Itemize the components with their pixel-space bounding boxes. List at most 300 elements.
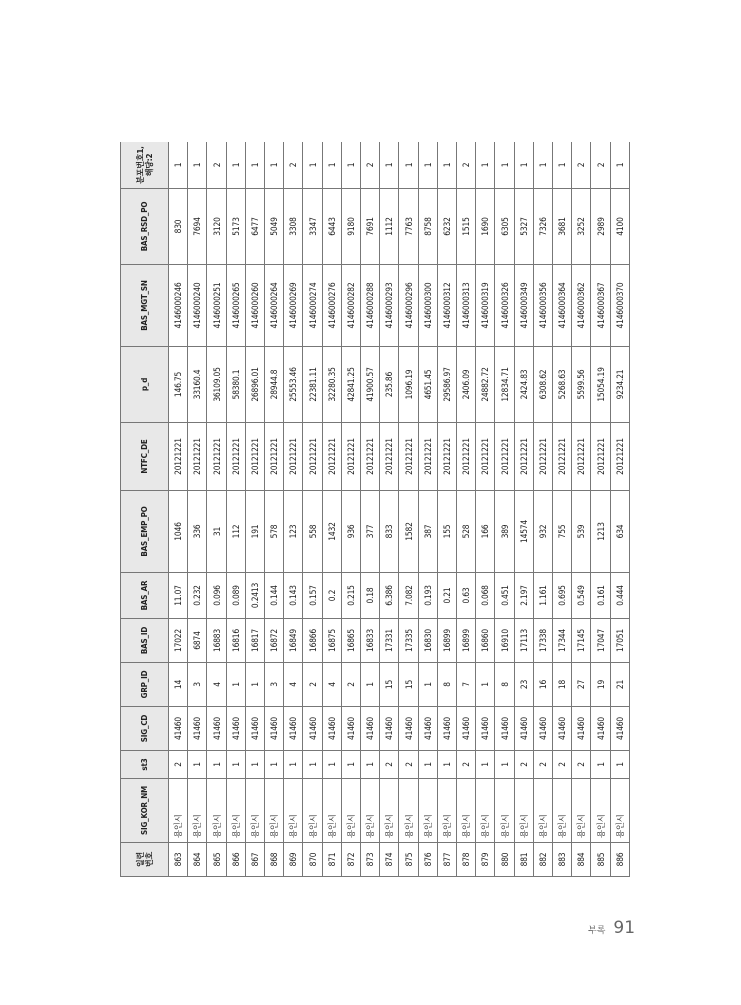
table-cell: 1	[226, 751, 245, 779]
appendix-label: 부록	[588, 926, 606, 936]
column-header: p_d	[121, 347, 169, 423]
table-cell: 20121221	[553, 423, 572, 491]
table-cell: 41460	[418, 707, 437, 751]
table-cell: 41460	[284, 707, 303, 751]
table-row	[380, 142, 399, 877]
table-cell: 16875	[322, 619, 341, 663]
table-cell: 17338	[533, 619, 552, 663]
table-cell: 1	[226, 663, 245, 707]
table-cell: 2	[457, 142, 476, 189]
table-cell: 20121221	[591, 423, 610, 491]
table-cell: 874	[380, 843, 399, 877]
table-cell: 17022	[169, 619, 188, 663]
table-cell: 32280.35	[322, 347, 341, 423]
table-cell: 2	[457, 751, 476, 779]
table-cell: 16883	[207, 619, 226, 663]
table-cell: 1	[265, 142, 284, 189]
table-cell: 41900.57	[361, 347, 380, 423]
table-cell: 5327	[514, 189, 533, 265]
table-cell: 878	[457, 843, 476, 877]
table-cell: 336	[188, 491, 207, 573]
table-cell: 1515	[457, 189, 476, 265]
table-cell: 833	[380, 491, 399, 573]
table-cell: 4146000356	[533, 265, 552, 347]
table-cell: 41460	[169, 707, 188, 751]
table-cell: 16899	[437, 619, 456, 663]
table-cell: 884	[572, 843, 591, 877]
table-cell: 6232	[437, 189, 456, 265]
table-cell: 41460	[207, 707, 226, 751]
table-row	[169, 142, 188, 877]
table-cell: 528	[457, 491, 476, 573]
column-header: 분포번호1, 해당:2	[121, 142, 169, 189]
table-cell: 16817	[245, 619, 264, 663]
table-cell: 1	[245, 751, 264, 779]
table-cell: 용인시	[380, 779, 399, 843]
table-cell: 865	[207, 843, 226, 877]
table-cell: 1	[303, 142, 322, 189]
table-cell: 41460	[303, 707, 322, 751]
table-cell: 5268.63	[553, 347, 572, 423]
table-cell: 29586.97	[437, 347, 456, 423]
table-cell: 2	[553, 751, 572, 779]
table-cell: 16833	[361, 619, 380, 663]
table-row	[610, 142, 629, 877]
table-cell: 2	[533, 751, 552, 779]
table-cell: 용인시	[169, 779, 188, 843]
table-cell: 863	[169, 843, 188, 877]
table-cell: 9180	[341, 189, 360, 265]
table-cell: 9234.21	[610, 347, 629, 423]
table-cell: 867	[245, 843, 264, 877]
table-cell: 1.161	[533, 573, 552, 619]
table-cell: 1	[188, 751, 207, 779]
table-cell: 830	[169, 189, 188, 265]
column-header: SIG_KOR_NM	[121, 779, 169, 843]
table-row	[572, 142, 591, 877]
table-cell: 용인시	[514, 779, 533, 843]
table-cell: 41460	[591, 707, 610, 751]
table-cell: 869	[284, 843, 303, 877]
table-cell: 1	[514, 142, 533, 189]
table-cell: 7691	[361, 189, 380, 265]
table-cell: 16816	[226, 619, 245, 663]
table-cell: 2406.09	[457, 347, 476, 423]
table-cell: 2	[591, 142, 610, 189]
table-cell: 4651.45	[418, 347, 437, 423]
table-cell: 20121221	[514, 423, 533, 491]
table-cell: 879	[476, 843, 495, 877]
table-cell: 16	[533, 663, 552, 707]
table-cell: 8758	[418, 189, 437, 265]
rotated-table-container	[120, 142, 630, 877]
table-cell: 1	[418, 663, 437, 707]
table-cell: 1	[437, 751, 456, 779]
table-cell: 용인시	[399, 779, 418, 843]
table-cell: 936	[341, 491, 360, 573]
table-cell: 용인시	[226, 779, 245, 843]
table-cell: 41460	[226, 707, 245, 751]
table-cell: 1	[610, 751, 629, 779]
table-cell: 7763	[399, 189, 418, 265]
table-cell: 용인시	[207, 779, 226, 843]
table-cell: 2	[169, 751, 188, 779]
page-number: 91	[613, 918, 636, 938]
table-cell: 2	[303, 663, 322, 707]
table-cell: 4	[207, 663, 226, 707]
table-cell: 33160.4	[188, 347, 207, 423]
table-cell: 4146000265	[226, 265, 245, 347]
table-row	[591, 142, 610, 877]
table-cell: 1	[341, 142, 360, 189]
table-cell: 0.21	[437, 573, 456, 619]
column-header: BAS_EMP_PO	[121, 491, 169, 573]
table-cell: 932	[533, 491, 552, 573]
table-cell: 5049	[265, 189, 284, 265]
table-cell: 875	[399, 843, 418, 877]
table-cell: 16860	[476, 619, 495, 663]
table-cell: 20121221	[457, 423, 476, 491]
table-cell: 0.444	[610, 573, 629, 619]
table-cell: 26896.01	[245, 347, 264, 423]
table-cell: 15	[380, 663, 399, 707]
table-cell: 17145	[572, 619, 591, 663]
table-cell: 41460	[514, 707, 533, 751]
table-cell: 20121221	[341, 423, 360, 491]
table-cell: 1	[591, 751, 610, 779]
table-cell: 387	[418, 491, 437, 573]
table-cell: 용인시	[418, 779, 437, 843]
table-cell: 146.75	[169, 347, 188, 423]
table-cell: 0.451	[495, 573, 514, 619]
table-cell: 1	[418, 751, 437, 779]
table-cell: 17047	[591, 619, 610, 663]
table-cell: 16866	[303, 619, 322, 663]
table-cell: 16865	[341, 619, 360, 663]
table-cell: 1	[380, 142, 399, 189]
table-cell: 41460	[457, 707, 476, 751]
table-cell: 1	[245, 663, 264, 707]
table-cell: 15	[399, 663, 418, 707]
table-cell: 41460	[188, 707, 207, 751]
table-cell: 4146000349	[514, 265, 533, 347]
table-row	[284, 142, 303, 877]
table-cell: 6477	[245, 189, 264, 265]
table-cell: 868	[265, 843, 284, 877]
table-row	[476, 142, 495, 877]
table-cell: 41460	[322, 707, 341, 751]
column-header: NTFC_DE	[121, 423, 169, 491]
table-cell: 7	[457, 663, 476, 707]
table-row	[418, 142, 437, 877]
table-cell: 1	[495, 751, 514, 779]
table-cell: 872	[341, 843, 360, 877]
table-cell: 886	[610, 843, 629, 877]
table-cell: 31	[207, 491, 226, 573]
table-cell: 41460	[533, 707, 552, 751]
table-cell: 용인시	[553, 779, 572, 843]
table-cell: 19	[591, 663, 610, 707]
table-cell: 2.197	[514, 573, 533, 619]
table-cell: 1	[361, 663, 380, 707]
table-cell: 0.068	[476, 573, 495, 619]
table-cell: 1	[476, 663, 495, 707]
table-cell: 41460	[572, 707, 591, 751]
table-row	[495, 142, 514, 877]
table-cell: 0.193	[418, 573, 437, 619]
table-cell: 용인시	[437, 779, 456, 843]
table-cell: 4146000293	[380, 265, 399, 347]
table-cell: 용인시	[610, 779, 629, 843]
table-cell: 0.089	[226, 573, 245, 619]
table-cell: 3	[265, 663, 284, 707]
table-cell: 1	[322, 142, 341, 189]
table-rotor	[120, 142, 630, 877]
table-cell: 1	[476, 751, 495, 779]
table-cell: 1	[284, 751, 303, 779]
table-cell: 2	[207, 142, 226, 189]
table-cell: 2	[361, 142, 380, 189]
table-row	[207, 142, 226, 877]
table-cell: 17113	[514, 619, 533, 663]
table-cell: 1	[322, 751, 341, 779]
table-cell: 389	[495, 491, 514, 573]
table-cell: 0.232	[188, 573, 207, 619]
table-row	[265, 142, 284, 877]
table-row	[533, 142, 552, 877]
table-row	[437, 142, 456, 877]
table-cell: 28944.8	[265, 347, 284, 423]
table-cell: 2	[572, 751, 591, 779]
table-cell: 17331	[380, 619, 399, 663]
table-cell: 3308	[284, 189, 303, 265]
table-cell: 41460	[265, 707, 284, 751]
table-cell: 4146000246	[169, 265, 188, 347]
table-cell: 20121221	[226, 423, 245, 491]
table-cell: 용인시	[265, 779, 284, 843]
table-cell: 2	[284, 142, 303, 189]
table-cell: 4146000296	[399, 265, 418, 347]
table-cell: 2989	[591, 189, 610, 265]
table-cell: 16849	[284, 619, 303, 663]
table-cell: 1	[610, 142, 629, 189]
table-cell: 871	[322, 843, 341, 877]
table-cell: 23	[514, 663, 533, 707]
table-cell: 0.144	[265, 573, 284, 619]
table-cell: 25553.46	[284, 347, 303, 423]
table-cell: 36109.05	[207, 347, 226, 423]
table-row	[245, 142, 264, 877]
table-cell: 20121221	[572, 423, 591, 491]
table-cell: 17051	[610, 619, 629, 663]
table-cell: 41460	[245, 707, 264, 751]
table-cell: 6305	[495, 189, 514, 265]
table-body	[169, 142, 630, 877]
table-cell: 12834.71	[495, 347, 514, 423]
table-cell: 1213	[591, 491, 610, 573]
table-cell: 용인시	[591, 779, 610, 843]
column-header: st3	[121, 751, 169, 779]
table-cell: 0.157	[303, 573, 322, 619]
table-cell: 7326	[533, 189, 552, 265]
table-cell: 20121221	[361, 423, 380, 491]
table-cell: 7.082	[399, 573, 418, 619]
table-cell: 20121221	[418, 423, 437, 491]
table-cell: 1	[533, 142, 552, 189]
table-cell: 3	[188, 663, 207, 707]
table-cell: 2424.83	[514, 347, 533, 423]
column-header: BAS_AR	[121, 573, 169, 619]
table-cell: 41460	[610, 707, 629, 751]
table-cell: 3252	[572, 189, 591, 265]
table-cell: 864	[188, 843, 207, 877]
table-cell: 20121221	[284, 423, 303, 491]
table-cell: 191	[245, 491, 264, 573]
table-cell: 20121221	[610, 423, 629, 491]
column-header: BAS_ID	[121, 619, 169, 663]
table-cell: 2	[572, 142, 591, 189]
table-cell: 1	[207, 751, 226, 779]
table-cell: 1	[188, 142, 207, 189]
table-cell: 14	[169, 663, 188, 707]
column-header: BAS_RSD_PO	[121, 189, 169, 265]
table-row	[399, 142, 418, 877]
column-header: 일련 번호	[121, 843, 169, 877]
table-cell: 41460	[361, 707, 380, 751]
table-cell: 4	[322, 663, 341, 707]
table-cell: 3681	[553, 189, 572, 265]
table-cell: 873	[361, 843, 380, 877]
table-cell: 634	[610, 491, 629, 573]
table-cell: 18	[553, 663, 572, 707]
table-cell: 4146000312	[437, 265, 456, 347]
table-cell: 4146000260	[245, 265, 264, 347]
table-cell: 1	[495, 142, 514, 189]
table-cell: 4146000367	[591, 265, 610, 347]
table-cell: 1112	[380, 189, 399, 265]
table-row	[303, 142, 322, 877]
table-cell: 4146000370	[610, 265, 629, 347]
table-cell: 1	[303, 751, 322, 779]
table-cell: 16910	[495, 619, 514, 663]
table-cell: 용인시	[476, 779, 495, 843]
table-cell: 883	[553, 843, 572, 877]
table-cell: 20121221	[476, 423, 495, 491]
table-cell: 0.549	[572, 573, 591, 619]
column-header: SIG_CD	[121, 707, 169, 751]
table-cell: 21	[610, 663, 629, 707]
table-cell: 1	[553, 142, 572, 189]
table-cell: 17335	[399, 619, 418, 663]
table-cell: 1582	[399, 491, 418, 573]
table-row	[226, 142, 245, 877]
table-cell: 377	[361, 491, 380, 573]
table-cell: 20121221	[380, 423, 399, 491]
table-cell: 16899	[457, 619, 476, 663]
table-cell: 876	[418, 843, 437, 877]
table-cell: 용인시	[284, 779, 303, 843]
table-cell: 885	[591, 843, 610, 877]
table-cell: 4146000274	[303, 265, 322, 347]
table-cell: 14574	[514, 491, 533, 573]
table-cell: 용인시	[341, 779, 360, 843]
table-cell: 4146000288	[361, 265, 380, 347]
table-cell: 20121221	[303, 423, 322, 491]
table-cell: 3120	[207, 189, 226, 265]
table-cell: 4146000269	[284, 265, 303, 347]
table-cell: 1	[169, 142, 188, 189]
table-row	[322, 142, 341, 877]
table-cell: 1432	[322, 491, 341, 573]
table-cell: 881	[514, 843, 533, 877]
table-cell: 1	[437, 142, 456, 189]
table-cell: 4146000362	[572, 265, 591, 347]
table-cell: 1046	[169, 491, 188, 573]
table-cell: 4146000276	[322, 265, 341, 347]
table-cell: 20121221	[245, 423, 264, 491]
table-cell: 8	[495, 663, 514, 707]
table-cell: 41460	[476, 707, 495, 751]
table-cell: 2	[341, 663, 360, 707]
table-cell: 1	[476, 142, 495, 189]
table-cell: 16872	[265, 619, 284, 663]
table-row	[553, 142, 572, 877]
table-cell: 16830	[418, 619, 437, 663]
table-cell: 4100	[610, 189, 629, 265]
table-cell: 1	[341, 751, 360, 779]
table-cell: 용인시	[457, 779, 476, 843]
table-cell: 155	[437, 491, 456, 573]
table-cell: 4146000326	[495, 265, 514, 347]
table-cell: 41460	[553, 707, 572, 751]
table-cell: 20121221	[322, 423, 341, 491]
table-cell: 용인시	[572, 779, 591, 843]
table-cell: 20121221	[399, 423, 418, 491]
table-cell: 27	[572, 663, 591, 707]
table-cell: 20121221	[495, 423, 514, 491]
table-cell: 용인시	[495, 779, 514, 843]
table-cell: 41460	[380, 707, 399, 751]
table-cell: 0.2	[322, 573, 341, 619]
table-cell: 4146000300	[418, 265, 437, 347]
table-cell: 1	[399, 142, 418, 189]
table-cell: 58380.1	[226, 347, 245, 423]
table-cell: 41460	[495, 707, 514, 751]
table-cell: 용인시	[361, 779, 380, 843]
table-cell: 866	[226, 843, 245, 877]
table-cell: 4146000313	[457, 265, 476, 347]
table-cell: 15054.19	[591, 347, 610, 423]
table-row	[514, 142, 533, 877]
table-cell: 8	[437, 663, 456, 707]
table-cell: 0.2413	[245, 573, 264, 619]
table-cell: 41460	[341, 707, 360, 751]
table-row	[341, 142, 360, 877]
table-cell: 112	[226, 491, 245, 573]
column-header: GRP_ID	[121, 663, 169, 707]
table-cell: 1	[265, 751, 284, 779]
table-cell: 6.386	[380, 573, 399, 619]
table-cell: 0.161	[591, 573, 610, 619]
table-row	[361, 142, 380, 877]
table-cell: 2	[380, 751, 399, 779]
table-cell: 2	[514, 751, 533, 779]
table-cell: 0.695	[553, 573, 572, 619]
table-cell: 6443	[322, 189, 341, 265]
table-row	[188, 142, 207, 877]
table-cell: 1	[361, 751, 380, 779]
table-cell: 용인시	[322, 779, 341, 843]
